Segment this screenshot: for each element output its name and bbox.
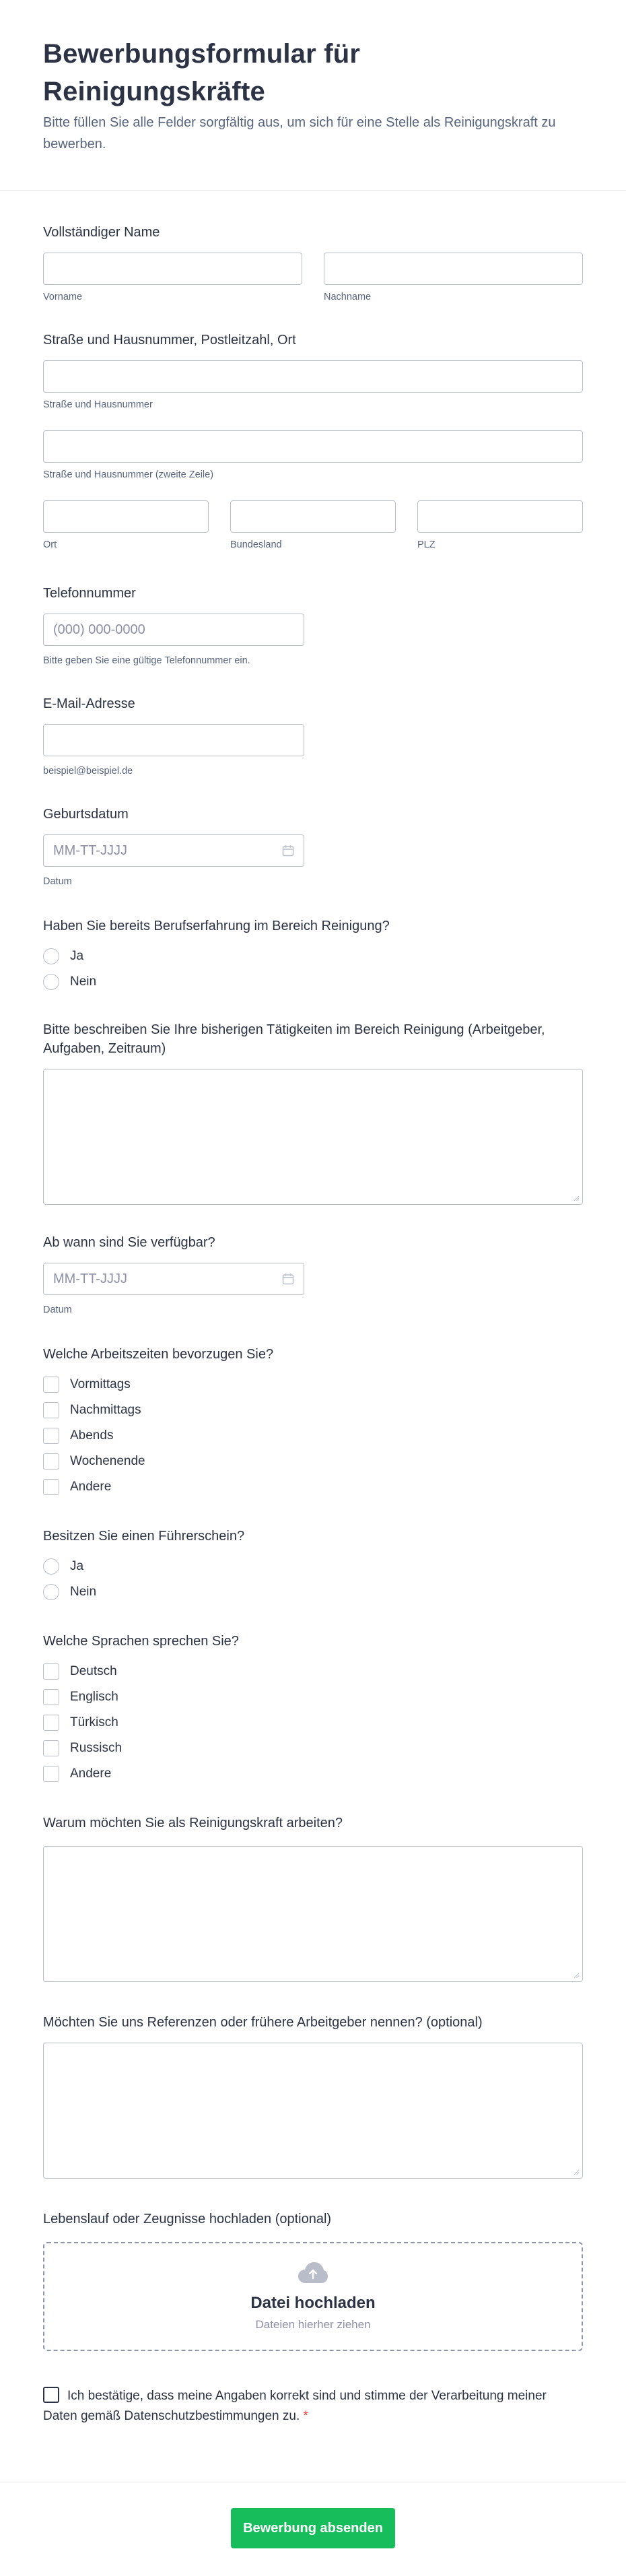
form-header [0, 0, 626, 191]
availability-input[interactable] [43, 1263, 304, 1295]
checkbox[interactable] [43, 1715, 59, 1731]
submit-button[interactable]: Bewerbung absenden [231, 2508, 395, 2548]
experience-option-ja[interactable]: Ja [43, 944, 583, 969]
consent-checkbox-row[interactable] [43, 2386, 583, 2426]
state-sublabel: Bundesland [230, 539, 282, 550]
email-label: E-Mail-Adresse [43, 696, 135, 711]
activities-textarea[interactable] [43, 1069, 583, 1205]
street2-sublabel: Straße und Hausnummer (zweite Zeile) [43, 469, 214, 480]
street-sublabel: Straße und Hausnummer [43, 399, 153, 410]
radio-button[interactable] [43, 974, 59, 990]
license-option-nein[interactable]: Nein [43, 1579, 583, 1605]
hours-option-vormittags[interactable]: Vormittags [43, 1372, 583, 1397]
language-option-englisch[interactable]: Englisch [43, 1684, 583, 1710]
zip-sublabel: PLZ [417, 539, 436, 550]
languages-field [43, 1632, 583, 1787]
upload-hint: Dateien hierher ziehen [255, 2318, 371, 2331]
hours-option-wochenende[interactable]: Wochenende [43, 1449, 583, 1474]
license-label: Besitzen Sie einen Führerschein? [43, 1529, 245, 1544]
email-input[interactable] [43, 724, 304, 756]
last-name-input[interactable] [324, 253, 583, 285]
checkbox[interactable] [43, 1402, 59, 1418]
required-mark: * [303, 2409, 308, 2423]
phone-input[interactable]: (000) 000-0000 [43, 614, 304, 646]
references-field [43, 2013, 583, 2179]
checkbox[interactable] [43, 1663, 59, 1680]
activities-field [43, 1020, 583, 1205]
checkbox[interactable] [43, 1689, 59, 1705]
calendar-icon[interactable] [282, 1273, 294, 1285]
motivation-field [43, 1814, 583, 1982]
consent-checkbox[interactable] [43, 2387, 59, 2403]
activities-label: Bitte beschreiben Sie Ihre bisherigen Tätigkeiten im Bereich Reinigung (Arbeitgeber, Aufgaben, Zeitraum) [43, 1022, 545, 1056]
experience-option-nein[interactable]: Nein [43, 969, 583, 995]
language-option-deutsch[interactable]: Deutsch [43, 1659, 583, 1684]
hours-field [43, 1345, 583, 1500]
name-label: Vollständiger Name [43, 225, 160, 240]
street2-input[interactable] [43, 430, 583, 463]
address-label: Straße und Hausnummer, Postleitzahl, Ort [43, 333, 296, 348]
language-option-tuerkisch[interactable]: Türkisch [43, 1710, 583, 1736]
birthdate-placeholder: MM-TT-JJJJ [53, 843, 127, 858]
email-sublabel: beispiel@beispiel.de [43, 766, 133, 777]
language-option-russisch[interactable]: Russisch [43, 1736, 583, 1761]
phone-field [43, 584, 583, 667]
experience-label: Haben Sie bereits Berufserfahrung im Bereich Reinigung? [43, 919, 390, 933]
birthdate-input[interactable] [43, 834, 304, 867]
consent-field [43, 2386, 583, 2426]
checkbox[interactable] [43, 1377, 59, 1393]
page-subtitle: Bitte füllen Sie alle Felder sorgfältig aus, um sich für eine Stelle als Reinigungskraft zu bewerben. [43, 115, 556, 152]
motivation-textarea[interactable] [43, 1846, 583, 1982]
experience-field [43, 917, 583, 995]
radio-button[interactable] [43, 948, 59, 964]
resize-handle-icon[interactable] [573, 2169, 580, 2175]
checkbox[interactable] [43, 1453, 59, 1469]
last-name-sublabel: Nachname [324, 292, 372, 302]
checkbox[interactable] [43, 1479, 59, 1495]
languages-label: Welche Sprachen sprechen Sie? [43, 1634, 239, 1649]
birthdate-field [43, 805, 583, 888]
form-body [0, 223, 626, 2426]
checkbox[interactable] [43, 1766, 59, 1782]
availability-label: Ab wann sind Sie verfügbar? [43, 1235, 215, 1250]
resize-handle-icon[interactable] [573, 1972, 580, 1979]
street-input[interactable] [43, 360, 583, 393]
consent-text: Ich bestätige, dass meine Angaben korrekt sind und stimme der Verarbeitung meiner Daten gemäß Datenschutzbestimmungen zu. [43, 2389, 547, 2423]
file-dropzone[interactable] [43, 2242, 583, 2351]
hours-option-andere[interactable]: Andere [43, 1474, 583, 1500]
radio-button[interactable] [43, 1558, 59, 1575]
first-name-input[interactable] [43, 253, 302, 285]
zip-input[interactable] [417, 500, 583, 533]
references-label: Möchten Sie uns Referenzen oder frühere Arbeitgeber nennen? (optional) [43, 2015, 483, 2030]
phone-label: Telefonnummer [43, 586, 136, 601]
license-option-ja[interactable]: Ja [43, 1554, 583, 1579]
state-input[interactable] [230, 500, 396, 533]
license-field [43, 1527, 583, 1605]
upload-label: Lebenslauf oder Zeugnisse hochladen (optional) [43, 2212, 332, 2226]
availability-sublabel: Datum [43, 1304, 72, 1315]
birthdate-label: Geburtsdatum [43, 807, 129, 822]
page-title: Bewerbungsformular für Reinigungskräfte [43, 39, 361, 106]
checkbox[interactable] [43, 1740, 59, 1756]
form-footer [0, 2482, 626, 2576]
hours-label: Welche Arbeitszeiten bevorzugen Sie? [43, 1347, 274, 1362]
hours-option-nachmittags[interactable]: Nachmittags [43, 1397, 583, 1423]
calendar-icon[interactable] [282, 845, 294, 857]
address-field [43, 331, 583, 552]
resize-handle-icon[interactable] [573, 1195, 580, 1201]
upload-field [43, 2210, 583, 2351]
motivation-label: Warum möchten Sie als Reinigungskraft arbeiten? [43, 1816, 343, 1830]
email-field [43, 694, 583, 778]
first-name-sublabel: Vorname [43, 292, 83, 302]
name-field [43, 223, 583, 304]
checkbox[interactable] [43, 1428, 59, 1444]
phone-sublabel: Bitte geben Sie eine gültige Telefonnummer ein. [43, 655, 250, 666]
availability-field [43, 1233, 583, 1317]
city-sublabel: Ort [43, 539, 57, 550]
cloud-upload-icon [297, 2261, 329, 2285]
birthdate-sublabel: Datum [43, 876, 72, 887]
availability-placeholder: MM-TT-JJJJ [53, 1272, 127, 1286]
upload-title: Datei hochladen [250, 2294, 376, 2312]
references-textarea[interactable] [43, 2043, 583, 2179]
language-option-andere[interactable]: Andere [43, 1761, 583, 1787]
city-input[interactable] [43, 500, 209, 533]
radio-button[interactable] [43, 1584, 59, 1600]
hours-option-abends[interactable]: Abends [43, 1423, 583, 1449]
